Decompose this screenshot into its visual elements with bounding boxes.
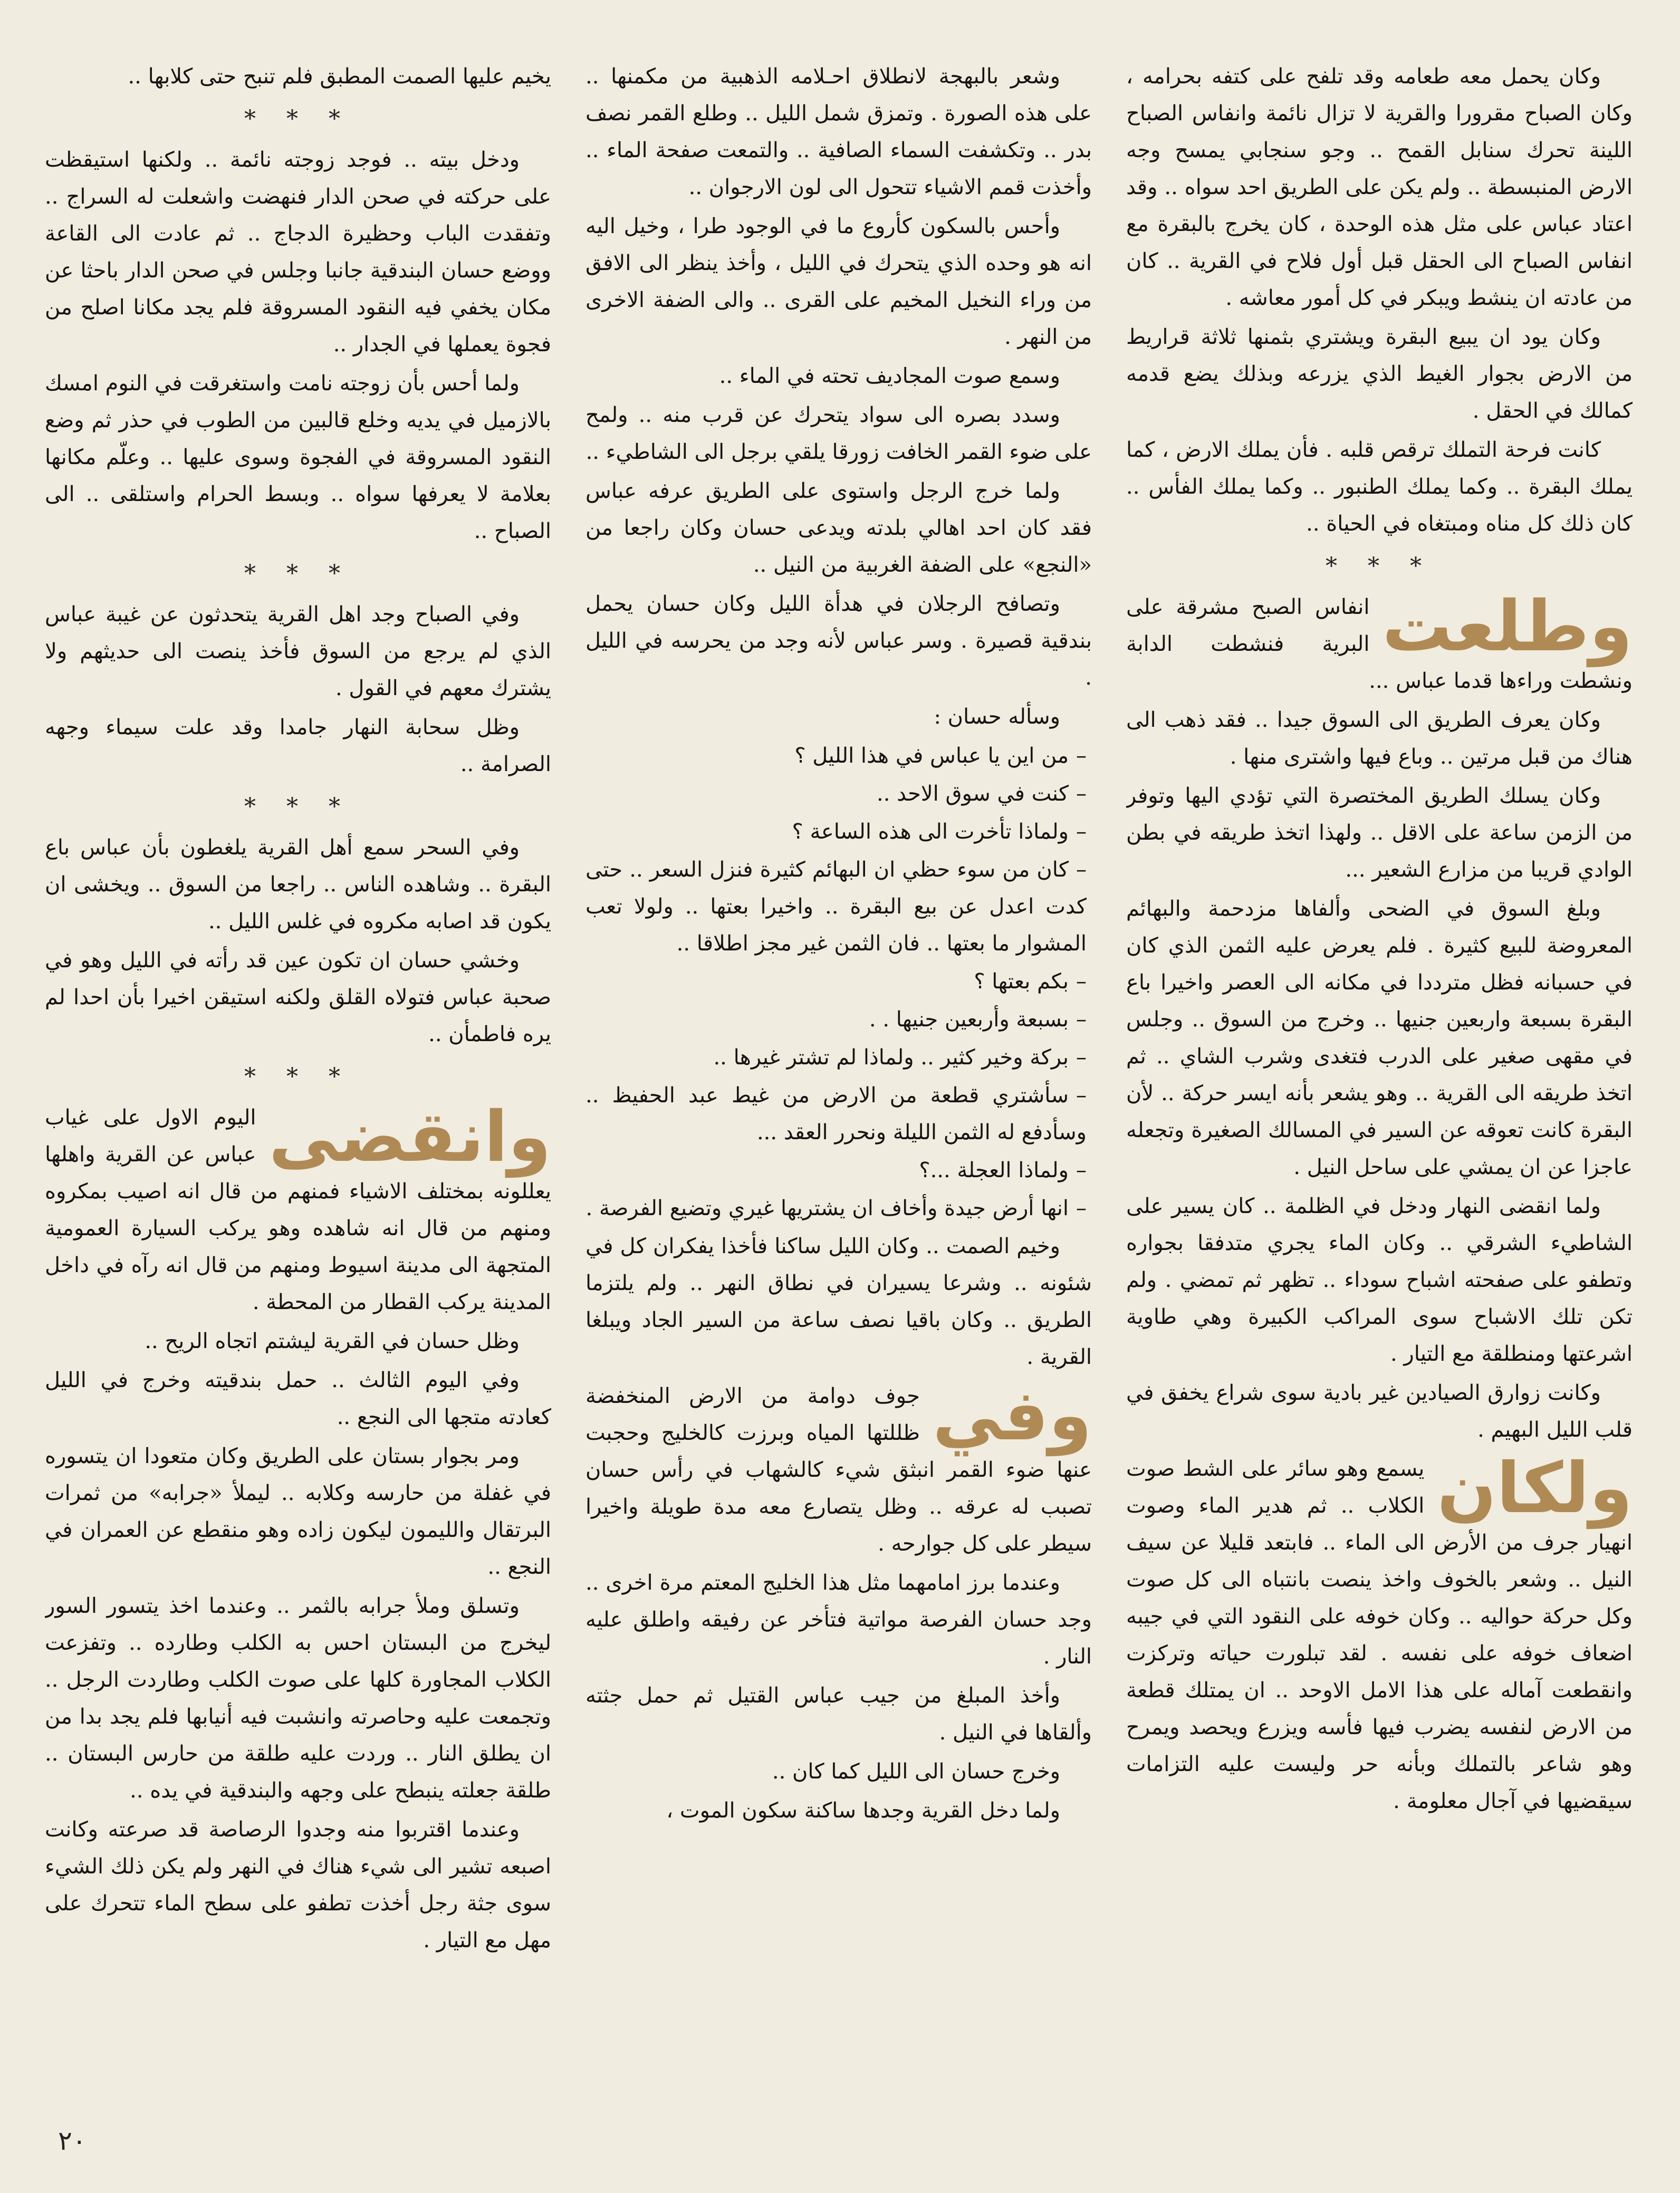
paragraph: وتسلق وملأ جرابه بالثمر .. وعندما اخذ يتسور السور ليخرج من البستان احس به الكلب وطارده .. وتفزعت الكلاب المجاورة كلها على صوت الكلب وطاردت الرجل .. وتجمعت عليه وحاصرته وانشبت فيه أنيابها فلم يجد بدا من ان يطلق النار .. وردت عليه طلقة من حارس البستان .. طلقة جعلته ينبطح على وجهه والبندقية في يده .. (45, 1594, 551, 1803)
dialogue-line: –كنت في سوق الاحد .. (876, 782, 1087, 806)
dash-mark: – (1076, 1045, 1087, 1070)
dash-mark: – (1076, 1007, 1087, 1032)
dialogue-line: –ولماذا العجلة ...؟ (919, 1158, 1087, 1182)
column-right (1126, 58, 1633, 2073)
paragraph: ولما أحس بأن زوجته نامت واستغرقت في النوم امسك بالازميل في يديه وخلع قالبين من الطوب في حذر ثم وضع النقود المسروقة في الفجوة وسوى عليها .. وعلّم مكانها بعلامة لا يعرفها سواه .. وبسط الحرام واستلقى .. الى الصباح .. (45, 371, 551, 543)
paragraph: وكانت زوارق الصيادين غير بادية سوى شراع يخفق في قلب الليل البهيم . (1126, 1381, 1633, 1442)
section-divider: * * * (244, 560, 352, 587)
paragraph: وكان يحمل معه طعامه وقد تلفح على كتفه بحرامه ، وكان الصباح مقرورا والقرية لا تزال نائمة وانفاس الصباح اللينة تحرك سنابل القمح .. وجو سنجابي يمسح وجه الارض المنبسطة .. ولم يكن على الطريق احد سواه .. وقد اعتاد عباس على مثل هذه الوحدة ، كان يخرج بالبقرة مع انفاس الصباح الى الحقل قبل أول فلاح في القرية .. كان من عادته ان ينشط ويبكر في كل أمور معاشه . (1126, 64, 1633, 310)
paragraph: وتصافح الرجلان في هدأة الليل وكان حسان يحمل بندقية قصيرة . وسر عباس لأنه وجد من يحرسه في الليل . (585, 592, 1092, 690)
section-divider: * * * (244, 105, 352, 132)
dropcap-word: وطلعت (1382, 589, 1633, 667)
paragraph: وأخذ المبلغ من جيب عباس القتيل ثم حمل جثته وألقاها في النيل . (585, 1684, 1092, 1745)
page-number: ٢٠ (58, 2125, 87, 2156)
paragraph: وسدد بصره الى سواد يتحرك عن قرب منه .. ولمح على ضوء القمر الخافت زورقا يلقي برجل الى الشاطيء .. (585, 403, 1092, 464)
dash-mark: – (1076, 744, 1087, 768)
dropcap-word: وانقضى (268, 1099, 551, 1178)
paragraph: وبلغ السوق في الضحى وألفاها مزدحمة والبهائم المعروضة للبيع كثيرة . فلم يعرض عليه الثمن الذي كان في حسبانه فظل مترددا في مكانه الى العصر واخيرا باع البقرة بسبعة واربعين جنيها .. وخرج من السوق .. وجلس في مقهى صغير على الدرب فتغدى وشرب الشاي .. ثم اتخذ طريقه الى القرية .. وهو يشعر بأنه ايسر حركة .. لأن البقرة كانت تعوقه عن السير في المسالك الصغيرة وتجعله عاجزا عن ان يمشي على ساحل النيل . (1126, 897, 1633, 1179)
paragraph: يسمع وهو سائر على الشط صوت الكلاب .. ثم هدير الماء وصوت انهيار جرف من الأرض الى الماء .. فابتعد قليلا عن سيف النيل .. وشعر بالخوف واخذ ينصت بانتباه الى كل صوت وكل حركة حواليه .. وكان خوفه على النقود التي في جيبه اضعاف خوفه على نفسه . لقد تبلورت حياته وتركزت وانقطعت آماله على هذا الامل الاوحد .. ان يمتلك قطعة من الارض لنفسه يضرب فيها فأسه ويزرع ويحصد ويمرح وهو شاعر بالتملك وبأنه حر وليست عليه التزامات سيقضيها في آجال معلومة . (1126, 1457, 1633, 1813)
paragraph: وعندما اقتربوا منه وجدوا الرصاصة قد صرعته وكانت اصبعه تشير الى شيء هناك في النهر ولم يكن ذلك الشيء سوى جثة رجل أخذت تطفو على سطح الماء تتحرك على مهل مع التيار . (45, 1817, 551, 1952)
dialogue-line: –انها أرض جيدة وأخاف ان يشتريها غيري وتضيع الفرصة . (585, 1196, 1087, 1220)
dash-mark: – (1076, 820, 1087, 844)
dropcap-word: ولكان (1437, 1450, 1633, 1529)
dialogue-line: –بسبعة وأربعين جنيها . . (869, 1007, 1087, 1032)
dialogue-line: –ولماذا تأخرت الى هذه الساعة ؟ (792, 820, 1087, 844)
paragraph: ومر بجوار بستان على الطريق وكان متعودا ان يتسوره في غفلة من حارسه وكلابه .. ليملأ «جرابه» من ثمرات البرتقال والليمون ليكون زاده وهو منقطع عن العمران في النجع .. (45, 1444, 551, 1579)
section-divider: * * * (244, 793, 352, 820)
paragraph: وخيم الصمت .. وكان الليل ساكنا فأخذا يفكران كل في شئونه .. وشرعا يسيران في نطاق النهر .. ولم يلتزما الطريق .. وكان باقيا نصف ساعة من السير الجاد ويبلغا القرية . (585, 1234, 1092, 1369)
dropcap-word: وفي (932, 1378, 1092, 1456)
paragraph: وخرج حسان الى الليل كما كان .. (772, 1759, 1060, 1784)
paragraph: وظل حسان في القرية ليشتم اتجاه الريح .. (145, 1329, 520, 1353)
dash-mark: – (1076, 1083, 1087, 1108)
paragraph: وظل سحابة النهار جامدا وقد علت سيماء وجهه الصرامة .. (45, 715, 551, 776)
dash-mark: – (1076, 782, 1087, 806)
paragraph: وعندما برز امامهما مثل هذا الخليج المعتم مرة اخرى .. وجد حسان الفرصة مواتية فتأخر عن رفيقه واطلق عليه النار . (585, 1571, 1092, 1669)
dialogue-line: –بركة وخير كثير .. ولماذا لم تشتر غيرها .. (713, 1045, 1087, 1070)
paragraph: وكان يود ان يبيع البقرة ويشتري بثمنها ثلاثة قراريط من الارض بجوار الغيط الذي يزرعه وبذلك يضع قدمه كمالك في الحقل . (1126, 325, 1633, 423)
paragraph: وخشي حسان ان تكون عين قد رأته في الليل وهو في صحبة عباس فتولاه القلق ولكنه استيقن اخيرا بأن احدا لم يره فاطمأن .. (45, 948, 551, 1046)
paragraph: وشعر بالبهجة لانطلاق احـلامه الذهبية من مكمنها .. على هذه الصورة . وتمزق شمل الليل .. وطلع القمر نصف بدر .. وتكشفت السماء الصافية .. والتمعت صفحة الماء .. وأخذت قمم الاشياء تتحول الى لون الارجوان .. (585, 64, 1092, 199)
dropcap-paragraph (45, 1099, 551, 1323)
dialogue-line: –من اين يا عباس في هذا الليل ؟ (794, 744, 1087, 768)
paragraph: وسمع صوت المجاديف تحته في الماء .. (719, 364, 1060, 388)
paragraph: وفي الصباح وجد اهل القرية يتحدثون عن غيبة عباس الذي لم يرجع من السوق فأخذ ينصت الى حديثهم ولا يشترك معهم في القول . (45, 602, 551, 700)
paragraph: ولما انقضى النهار ودخل في الظلمة .. كان يسير على الشاطيء الشرقي .. وكان الماء يجري متدفقا بجواره وتطفو على صفحته اشباح سوداء .. تظهر ثم تمضي . ولم تكن تلك الاشباح سوى المراكب الكبيرة وهي طاوية اشرعتها ومنطلقة مع التيار . (1126, 1194, 1633, 1366)
dropcap-paragraph (585, 1378, 1092, 1564)
dropcap-paragraph (1126, 589, 1633, 701)
section-divider: * * * (244, 1063, 352, 1090)
dialogue-line: –بكم بعتها ؟ (974, 969, 1087, 994)
paragraph: وسأله حسان : (934, 705, 1060, 729)
paragraph: وفي اليوم الثالث .. حمل بندقيته وخرج في الليل كعادته متجها الى النجع .. (45, 1368, 551, 1429)
dropcap-paragraph (1126, 1450, 1633, 1822)
paragraph: وكان يعرف الطريق الى السوق جيدا .. فقد ذهب الى هناك من قبل مرتين .. وباع فيها واشترى منها . (1126, 708, 1633, 769)
paragraph: انفاس الصبح مشرقة على البرية فنشطت الدابة ونشطت وراءها قدما عباس ... (1126, 595, 1633, 693)
paragraph: وفي السحر سمع أهل القرية يلغطون بأن عباس باع البقرة .. وشاهده الناس .. راجعا من السوق .. ويخشى ان يكون قد اصابه مكروه في غلس الليل .. (45, 835, 551, 934)
paragraph: جوف دوامة من الارض المنخفضة ظللتها المياه وبرزت كالخليج وحجبت عنها ضوء القمر انبثق شيء كالشهاب في رأس حسان تصبب له عرقه .. وظل يتصارع معه مدة طويلة واخيرا سيطر على كل جوارحه . (585, 1384, 1092, 1556)
paragraph: وكان يسلك الطريق المختصرة التي تؤدي اليها وتوفر من الزمن ساعة على الاقل .. ولهذا اتخذ طريقه في بطن الوادي قريبا من مزارع الشعير ... (1126, 784, 1633, 882)
paragraph: ولما خرج الرجل واستوى على الطريق عرفه عباس فقد كان احد اهالي بلدته ويدعى حسان وكان راجعا من «النجع» على الضفة الغربية من النيل .. (585, 479, 1092, 577)
dialogue-line: –سأشتري قطعة من الارض من غيط عبد الحفيظ .. وسأدفع له الثمن الليلة ونحرر العقد ... (585, 1083, 1087, 1144)
dialogue-line: –كان من سوء حظي ان البهائم كثيرة فنزل السعر .. حتى كدت اعدل عن بيع البقرة .. واخيرا بعتها .. ولولا تعب المشوار ما بعتها .. فان الثمن غير مجز اطلاقا .. (585, 858, 1087, 956)
column-middle (585, 58, 1092, 2073)
paragraph: اليوم الاول على غياب عباس عن القرية واهلها يعللونه بمختلف الاشياء فمنهم من قال انه اصيب بمكروه ومنهم من قال انه شاهده وهو يركب السيارة العمومية المتجهة الى مدينة اسيوط ومنهم من قال انه رآه في داخل المدينة يركب القطار من المحطة . (45, 1105, 551, 1314)
dialogue-block (585, 737, 1092, 1227)
dash-mark: – (1076, 1158, 1087, 1182)
paragraph: ولما دخل القرية وجدها ساكنة سكون الموت ، (666, 1798, 1060, 1823)
paragraph: وأحس بالسكون كأروع ما في الوجود طرا ، وخيل اليه انه هو وحده الذي يتحرك في الليل ، وأخذ ينظر الى الافق من وراء النخيل المخيم على القرى .. والى الضفة الاخرى من النهر . (585, 214, 1092, 349)
dash-mark: – (1076, 1196, 1087, 1220)
dash-mark: – (1076, 969, 1087, 994)
paragraph: ودخل بيته .. فوجد زوجته نائمة .. ولكنها استيقظت على حركته في صحن الدار فنهضت واشعلت له السراج .. وتفقدت الباب وحظيرة الدجاج .. ثم عادت الى القاعة ووضع حسان البندقية جانبا وجلس في صحن الدار باحثا عن مكان يخفي فيه النقود المسروقة فلم يجد مكانا اصلح من فجوة يعملها في الجدار .. (45, 148, 551, 357)
dash-mark: – (1076, 858, 1087, 882)
paragraph: كانت فرحة التملك ترقص قلبه . فأن يملك الارض ، كما يملك البقرة .. وكما يملك الطنبور .. وكما يملك الفأس .. كان ذلك كل مناه ومبتغاه في الحياة .. (1126, 438, 1633, 536)
section-divider: * * * (1326, 553, 1433, 580)
paragraph: يخيم عليها الصمت المطبق فلم تنبح حتى كلابها .. (128, 64, 551, 89)
column-left (45, 58, 551, 2073)
